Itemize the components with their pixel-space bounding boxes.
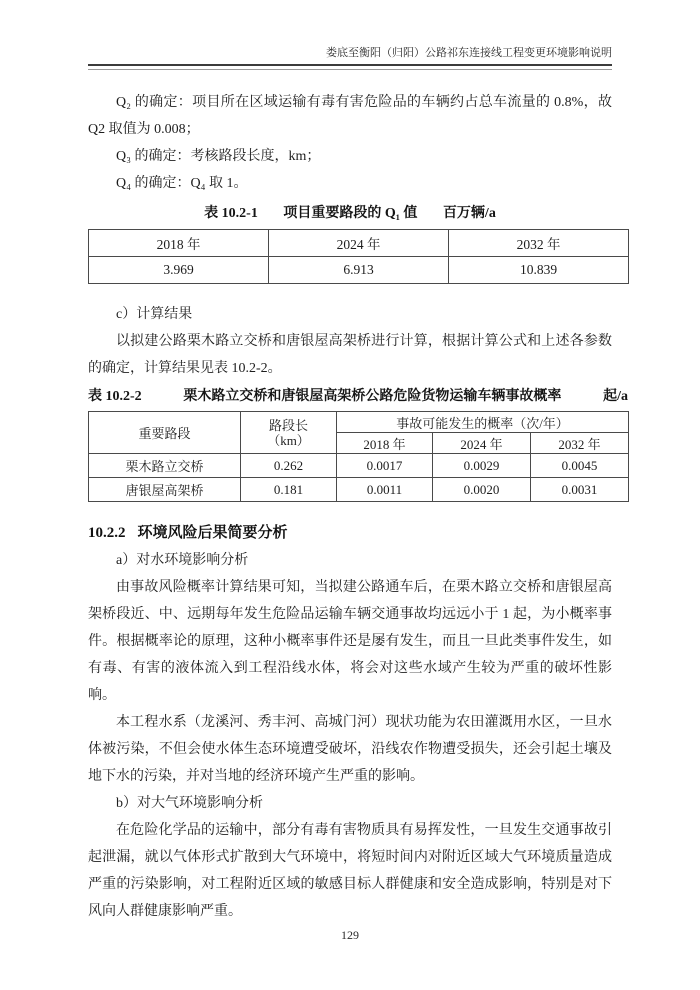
table-2-caption-label: 表 10.2-2 bbox=[88, 389, 142, 404]
header-title: 娄底至衡阳（归阳）公路祁东连接线工程变更环境影响说明 bbox=[326, 47, 612, 59]
header-rule bbox=[88, 64, 612, 70]
heading-calc-result: c）计算结果 bbox=[116, 307, 193, 322]
segment-cell: 唐银屋高架桥 bbox=[89, 478, 241, 502]
section-number: 10.2.2 bbox=[88, 525, 126, 541]
running-header bbox=[88, 46, 612, 64]
table-1-caption-label: 表 10.2-1 bbox=[204, 206, 258, 221]
table-1-caption-unit: 百万辆/a bbox=[442, 206, 496, 221]
year-header-cell: 2032 年 bbox=[449, 230, 629, 257]
length-header-line2: （km） bbox=[267, 432, 310, 448]
paragraph-water-1: 由事故风险概率计算结果可知，当拟建公路通车后，在栗木路立交桥和唐银屋高架桥段近、中、远期每年发生危险品运输车辆交通事故均远远小于 1 起，为小概率事件。根据概率论的原理，这种小概率事件还是屡有发生，而且一旦此类事件发生，如有毒、有害的液体流入到工程沿线水体，将会对这些水域产生较为严重的破坏性影响。 bbox=[88, 580, 612, 703]
table-2-caption-title: 栗木路立交桥和唐银屋高架桥公路危险货物运输车辆事故概率 bbox=[183, 389, 562, 404]
section-heading-10-2-2 bbox=[88, 520, 612, 547]
segment-header-cell: 重要路段 bbox=[89, 412, 241, 454]
year-header-cell: 2018 年 bbox=[337, 433, 433, 454]
value-cell: 3.969 bbox=[89, 257, 269, 284]
value-cell: 6.913 bbox=[269, 257, 449, 284]
value-cell: 0.0029 bbox=[433, 454, 531, 478]
probability-group-header-cell: 事故可能发生的概率（次/年） bbox=[337, 412, 629, 433]
paragraph-q3: Q₃ 的确定：考核路段长度，km； bbox=[116, 149, 321, 164]
value-cell: 0.0020 bbox=[433, 478, 531, 502]
table-2-caption bbox=[88, 387, 628, 407]
heading-water-impact: a）对水环境影响分析 bbox=[116, 553, 249, 568]
table-header-row bbox=[89, 412, 629, 433]
value-cell: 0.0031 bbox=[531, 478, 629, 502]
table-row bbox=[89, 257, 629, 284]
value-cell: 0.0011 bbox=[337, 478, 433, 502]
length-cell: 0.181 bbox=[241, 478, 337, 502]
table-row bbox=[89, 478, 629, 502]
section-title: 环境风险后果简要分析 bbox=[137, 525, 288, 541]
value-cell: 10.839 bbox=[449, 257, 629, 284]
segment-cell: 栗木路立交桥 bbox=[89, 454, 241, 478]
length-cell: 0.262 bbox=[241, 454, 337, 478]
page-number: 129 bbox=[341, 928, 359, 942]
table-project-q1 bbox=[88, 229, 629, 284]
table-row bbox=[89, 230, 629, 257]
value-cell: 0.0045 bbox=[531, 454, 629, 478]
paragraph-calc: 以拟建公路栗木路立交桥和唐银屋高架桥进行计算，根据计算公式和上述各参数的确定，计算结果见表 10.2-2。 bbox=[88, 334, 612, 376]
table-1-caption-title: 项目重要路段的 Q₁ 值 bbox=[283, 206, 418, 221]
year-header-cell: 2032 年 bbox=[531, 433, 629, 454]
heading-air-impact: b）对大气环境影响分析 bbox=[116, 796, 263, 811]
paragraph-air-1: 在危险化学品的运输中，部分有毒有害物质具有易挥发性，一旦发生交通事故引起泄漏，就以气体形式扩散到大气环境中，将短时间内对附近区域大气环境质量造成严重的污染影响，对工程附近区域的敏感目标人群健康和安全造成影响，特别是对下风向人群健康影响严重。 bbox=[88, 823, 612, 919]
value-cell: 0.0017 bbox=[337, 454, 433, 478]
year-header-cell: 2024 年 bbox=[433, 433, 531, 454]
page-footer bbox=[0, 928, 700, 943]
table-2-caption-unit: 起/a bbox=[603, 389, 628, 404]
table-row bbox=[89, 454, 629, 478]
paragraph-q4: Q₄ 的确定：Q₄ 取 1。 bbox=[116, 176, 248, 191]
table-accident-probability bbox=[88, 411, 629, 502]
year-header-cell: 2018 年 bbox=[89, 230, 269, 257]
length-header-line1: 路段长 bbox=[268, 417, 308, 433]
table-1-caption bbox=[88, 204, 612, 224]
paragraph-q2: Q₂ 的确定：项目所在区域运输有毒有害危险品的车辆约占总车流量的 0.8%，故Q2 取值为 0.008； bbox=[88, 95, 612, 137]
paragraph-water-2: 本工程水系（龙溪河、秀丰河、高城门河）现状功能为农田灌溉用水区，一旦水体被污染，不但会使水体生态环境遭受破坏，沿线农作物遭受损失，还会引起土壤及地下水的污染，并对当地的经济环境产生严重的影响。 bbox=[88, 715, 612, 784]
length-header-cell bbox=[241, 412, 337, 454]
year-header-cell: 2024 年 bbox=[269, 230, 449, 257]
